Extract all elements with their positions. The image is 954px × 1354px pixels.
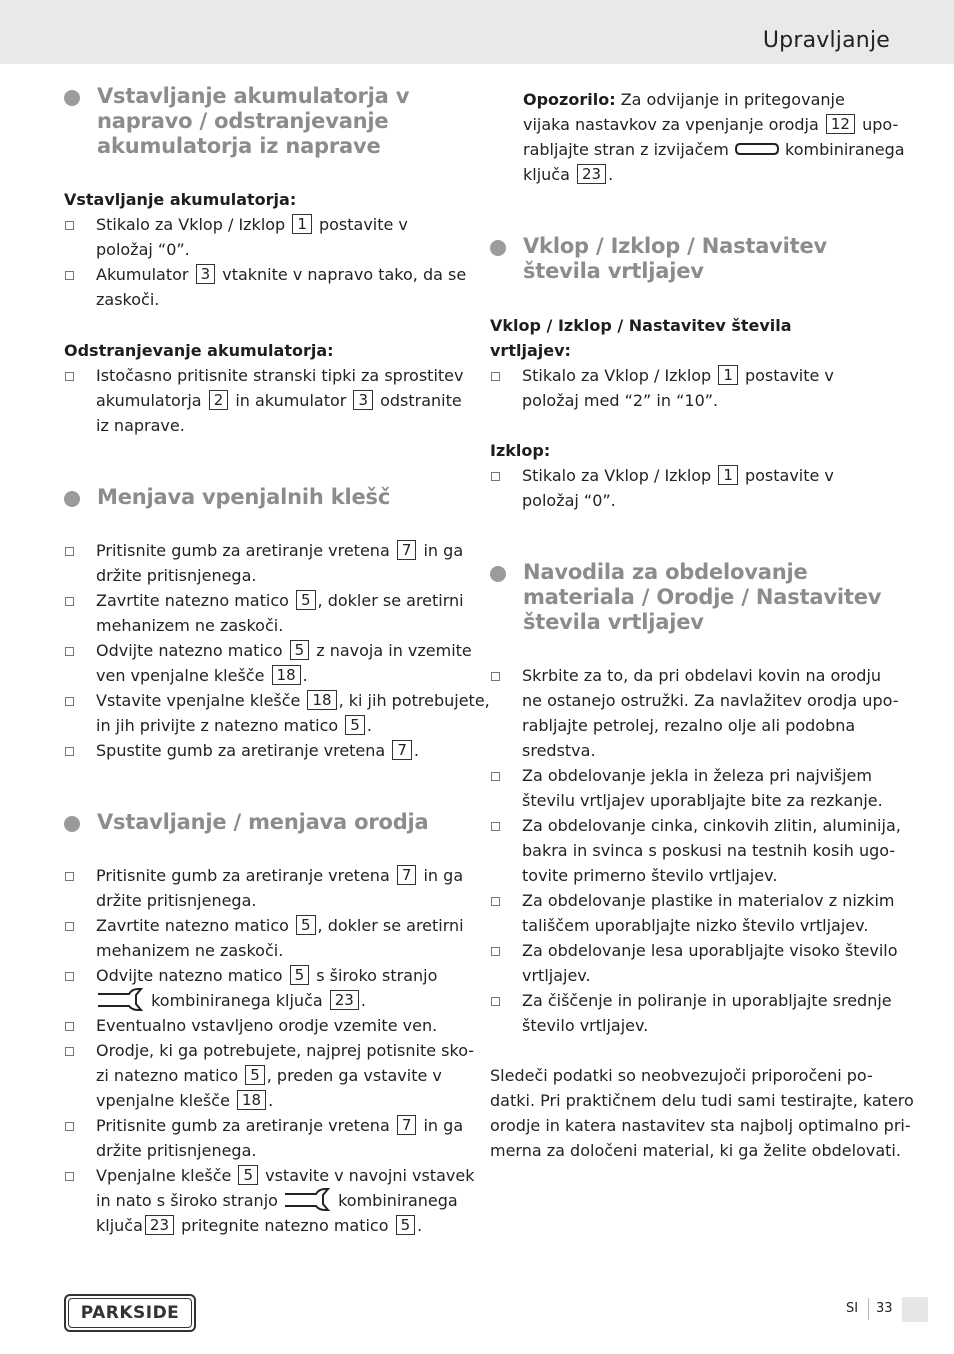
section-heading-material — [490, 560, 890, 635]
checkbox-square-icon — [65, 221, 74, 230]
list-item: Zavrtite natezno matico 5 , dokler se aretirni mehanizem ne zaskoči. — [64, 913, 464, 963]
footer-tab-box — [902, 1297, 928, 1322]
list-item: Stikalo za Vklop / Izklop 1 postavite v položaj “0”. — [490, 463, 890, 513]
part-ref: 7 — [397, 1115, 417, 1135]
part-ref: 3 — [353, 390, 373, 410]
checkbox-square-icon — [491, 472, 500, 481]
insert-battery-list — [64, 212, 467, 312]
screwdriver-end-icon — [734, 140, 780, 158]
list-item: Skrbite za to, da pri obdelavi kovin na orodju ne ostanejo ostružki. Za navlažitev orodja upo- rabljajte petrolej, rezalno olje ali podobna sredstva. — [490, 663, 890, 763]
warning-note: Opozorilo: Za odvijanje in pritegovanje vijaka nastavkov za vpenjanje orodja 12 upo- rabljajte stran z izvijačem kombiniranega ključa 23 . — [523, 90, 905, 184]
warning-label: Opozorilo: — [523, 90, 616, 109]
checkbox-square-icon — [491, 372, 500, 381]
part-ref: 1 — [292, 214, 312, 234]
part-ref: 1 — [718, 365, 738, 385]
remove-battery-list — [64, 363, 464, 438]
switch-on-list — [490, 363, 890, 413]
page-title: Upravljanje — [762, 28, 890, 53]
part-ref: 5 — [238, 1165, 258, 1185]
list-item: Odvijte natezno matico 5 s široko stranjo kombiniranega ključa 23 . — [64, 963, 464, 1013]
checkbox-square-icon — [65, 972, 74, 981]
part-ref: 18 — [307, 690, 336, 710]
parkside-logo: PARKSIDE — [64, 1294, 196, 1332]
part-ref: 5 — [296, 590, 316, 610]
part-ref: 5 — [296, 915, 316, 935]
subheading-remove-battery: Odstranjevanje akumulatorja: — [64, 341, 334, 360]
part-ref: 5 — [396, 1215, 416, 1235]
part-ref: 23 — [577, 164, 606, 184]
bullet-dot-icon — [64, 90, 80, 106]
combination-spanner-wide-end-icon — [96, 988, 146, 1012]
part-ref: 7 — [392, 740, 412, 760]
bullet-dot-icon — [64, 816, 80, 832]
part-ref: 7 — [397, 865, 417, 885]
part-ref: 23 — [330, 990, 359, 1010]
checkbox-square-icon — [491, 772, 500, 781]
part-ref: 5 — [290, 640, 310, 660]
list-item: Vstavite vpenjalne klešče 18 , ki jih potrebujete, in jih privijte z natezno matico 5 . — [64, 688, 464, 738]
bullet-dot-icon — [64, 491, 80, 507]
list-item: Orodje, ki ga potrebujete, najprej potisnite sko- zi natezno matico 5 , preden ga vstavite v vpenjalne klešče 18 . — [64, 1038, 464, 1113]
checkbox-square-icon — [491, 947, 500, 956]
section-heading-battery — [64, 84, 464, 159]
subheading-switch-off: Izklop: — [490, 441, 551, 460]
footer-language: SI — [846, 1301, 859, 1316]
section-title: Menjava vpenjalnih klešč — [97, 485, 391, 509]
part-ref: 7 — [397, 540, 417, 560]
bullet-dot-icon — [490, 240, 506, 256]
part-ref: 2 — [209, 390, 229, 410]
list-item: Pritisnite gumb za aretiranje vretena 7 in ga držite pritisnjenega. — [64, 863, 464, 913]
material-list — [490, 663, 901, 1038]
section-title: Vklop / Izklop / Nastavitev števila vrtljajev — [523, 234, 828, 283]
bullet-dot-icon — [490, 566, 506, 582]
section-title: Vstavljanje akumulatorja v napravo / odstranjevanje akumulatorja iz naprave — [97, 84, 410, 158]
checkbox-square-icon — [491, 822, 500, 831]
section-heading-tool — [64, 810, 464, 835]
checkbox-square-icon — [65, 597, 74, 606]
closing-paragraph: Sledeči podatki so neobvezujoči priporočeni po- datki. Pri praktičnem delu tudi sami testirajte, katero orodje in katera nastavitev sta najbolj optimalno pri- merna za določeni material, ki ga želite obdelovati. — [490, 1066, 914, 1160]
checkbox-square-icon — [65, 1172, 74, 1181]
list-item: Vpenjalne klešče 5 vstavite v navojni vstavek in nato s široko stranjo kombiniranega ključa 23 pritegnite natezno matico 5 . — [64, 1163, 464, 1238]
list-item: Akumulator 3 vtaknite v napravo tako, da se zaskoči. — [64, 262, 464, 312]
list-item: Za obdelovanje cinka, cinkovih zlitin, aluminija, bakra in svinca s poskusi na testnih kosih ugo- tovite primerno število vrtljajev. — [490, 813, 890, 888]
section-title: Vstavljanje / menjava orodja — [97, 810, 429, 834]
checkbox-square-icon — [65, 271, 74, 280]
section-title: Navodila za obdelovanje materiala / Orodje / Nastavitev števila vrtljajev — [523, 560, 882, 634]
page-header — [0, 0, 954, 64]
section-heading-switch-speed — [490, 234, 890, 284]
part-ref: 23 — [145, 1215, 174, 1235]
list-item: Stikalo za Vklop / Izklop 1 postavite v položaj “0”. — [64, 212, 464, 262]
checkbox-square-icon — [65, 1122, 74, 1131]
list-item: Za čiščenje in poliranje in uporabljajte srednje število vrtljajev. — [490, 988, 890, 1038]
switch-off-list — [490, 463, 890, 513]
checkbox-square-icon — [65, 647, 74, 656]
subheading-insert-battery: Vstavljanje akumulatorja: — [64, 190, 297, 209]
list-item: Za obdelovanje lesa uporabljajte visoko število vrtljajev. — [490, 938, 890, 988]
part-ref: 18 — [237, 1090, 266, 1110]
section-heading-collet — [64, 485, 464, 510]
checkbox-square-icon — [491, 997, 500, 1006]
part-ref: 5 — [290, 965, 310, 985]
list-item: Spustite gumb za aretiranje vretena 7 . — [64, 738, 464, 763]
checkbox-square-icon — [65, 747, 74, 756]
part-ref: 5 — [345, 715, 365, 735]
part-ref: 1 — [718, 465, 738, 485]
list-item: Istočasno pritisnite stranski tipki za sprostitev akumulatorja 2 in akumulator 3 odstranite iz naprave. — [64, 363, 464, 438]
part-ref: 3 — [196, 264, 216, 284]
subheading-switch-on: Vklop / Izklop / Nastavitev števila vrtljajev: — [490, 316, 792, 360]
checkbox-square-icon — [491, 672, 500, 681]
list-item: Za obdelovanje plastike in materialov z nizkim tališčem uporabljajte nizko število vrtljajev. — [490, 888, 890, 938]
list-item: Zavrtite natezno matico 5 , dokler se aretirni mehanizem ne zaskoči. — [64, 588, 464, 638]
list-item: Eventualno vstavljeno orodje vzemite ven. — [64, 1013, 464, 1038]
list-item: Odvijte natezno matico 5 z navoja in vzemite ven vpenjalne klešče 18 . — [64, 638, 464, 688]
part-ref: 5 — [245, 1065, 265, 1085]
checkbox-square-icon — [65, 1047, 74, 1056]
checkbox-square-icon — [65, 1022, 74, 1031]
list-item: Pritisnite gumb za aretiranje vretena 7 in ga držite pritisnjenega. — [64, 538, 464, 588]
checkbox-square-icon — [65, 697, 74, 706]
list-item: Pritisnite gumb za aretiranje vretena 7 in ga držite pritisnjenega. — [64, 1113, 464, 1163]
checkbox-square-icon — [65, 922, 74, 931]
part-ref: 12 — [826, 114, 855, 134]
combination-spanner-wide-end-icon — [283, 1188, 333, 1212]
checkbox-square-icon — [65, 872, 74, 881]
checkbox-square-icon — [65, 372, 74, 381]
list-item: Stikalo za Vklop / Izklop 1 postavite v položaj med “2” in “10”. — [490, 363, 890, 413]
collet-list — [64, 538, 490, 763]
part-ref: 18 — [272, 665, 301, 685]
list-item: Za obdelovanje jekla in železa pri najvišjem številu vrtljajev uporabljajte bite za rezkanje. — [490, 763, 890, 813]
checkbox-square-icon — [65, 547, 74, 556]
page-number: 33 — [876, 1301, 893, 1316]
tool-list — [64, 863, 475, 1238]
checkbox-square-icon — [491, 897, 500, 906]
footer-divider — [868, 1298, 869, 1320]
